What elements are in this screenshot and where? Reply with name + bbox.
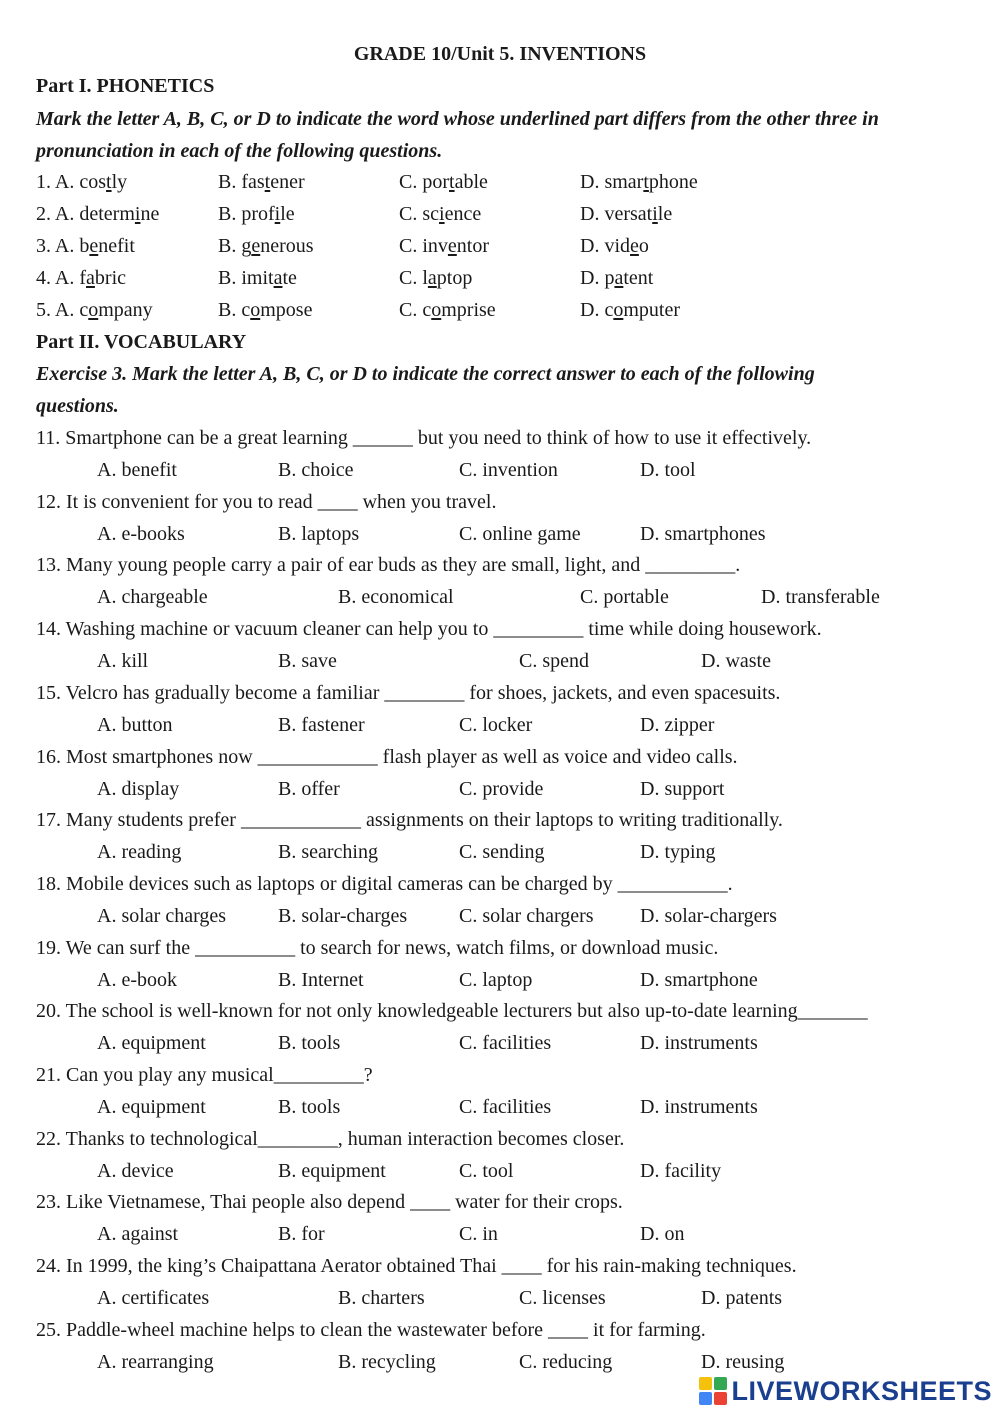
answer-option[interactable]: D. patents xyxy=(701,1287,783,1310)
question-number: 1. xyxy=(36,171,55,193)
answer-option[interactable]: C. solar chargers xyxy=(459,904,594,927)
answer-option[interactable]: A. kill xyxy=(97,650,149,673)
option-letter: D. xyxy=(580,235,605,257)
phonetics-option[interactable] xyxy=(218,234,314,258)
phonetics-option[interactable] xyxy=(36,234,135,258)
answer-option[interactable]: B. searching xyxy=(278,841,378,864)
question-stem: 19. We can surf the __________ to search for news, watch films, or download music. xyxy=(36,936,719,959)
underlined-letter: o xyxy=(250,299,261,321)
answer-option[interactable]: D. on xyxy=(640,1223,685,1246)
word-end: mpany xyxy=(98,299,153,321)
question-stem: 23. Like Vietnamese, Thai people also depend ____ water for their crops. xyxy=(36,1191,623,1214)
phonetics-option[interactable] xyxy=(36,266,126,290)
word-start: inv xyxy=(422,235,448,257)
answer-option[interactable]: C. tool xyxy=(459,1159,514,1182)
word-end: ntor xyxy=(456,235,490,257)
word-end: mpose xyxy=(260,299,313,321)
question-number: 5. xyxy=(36,299,55,321)
part2-heading: Part II. VOCABULARY xyxy=(36,331,247,353)
option-letter: D. xyxy=(580,299,605,321)
underlined-letter: i xyxy=(652,203,658,225)
word-end: tent xyxy=(623,267,654,289)
answer-option[interactable]: D. smartphones xyxy=(640,522,766,545)
word-end: le xyxy=(280,203,295,225)
answer-option[interactable]: C. licenses xyxy=(519,1287,606,1310)
underlined-letter: t xyxy=(449,171,455,193)
answer-option[interactable]: C. spend xyxy=(519,650,589,673)
liveworksheets-logo-icon xyxy=(698,1376,728,1406)
phonetics-option[interactable] xyxy=(399,266,472,290)
question-stem: 24. In 1999, the king’s Chaipattana Aerator obtained Thai ____ for his rain-making techniques. xyxy=(36,1255,797,1278)
answer-option[interactable]: D. transferable xyxy=(761,586,880,609)
underlined-letter: o xyxy=(88,299,99,321)
question-stem: 25. Paddle-wheel machine helps to clean the wastewater before ____ it for farming. xyxy=(36,1318,706,1341)
word-start: fas xyxy=(241,171,265,193)
option-letter: A. xyxy=(54,203,80,225)
part2-instruction-cont: questions. xyxy=(36,395,119,417)
option-letter: C. xyxy=(399,299,423,321)
word-start: por xyxy=(422,171,450,193)
underlined-letter: a xyxy=(427,267,437,289)
question-stem: 18. Mobile devices such as laptops or digital cameras can be charged by ___________. xyxy=(36,872,733,895)
question-stem: 17. Many students prefer ____________ assignments on their laptops to writing traditionally. xyxy=(36,809,783,832)
answer-option[interactable]: A. display xyxy=(97,777,180,800)
part1-instruction: Mark the letter A, B, C, or D to indicate the word whose underlined part differs from the other three in xyxy=(36,108,879,130)
answer-option[interactable]: B. equipment xyxy=(278,1159,386,1182)
phonetics-option[interactable] xyxy=(399,234,489,258)
part1-instruction-cont: pronunciation in each of the following questions. xyxy=(36,140,443,162)
underlined-letter: t xyxy=(264,171,271,193)
underlined-letter: i xyxy=(439,203,445,225)
underlined-letter: t xyxy=(643,171,649,193)
answer-option[interactable]: D. instruments xyxy=(640,1032,758,1055)
word-end: phone xyxy=(648,171,698,193)
underlined-letter: i xyxy=(274,203,281,225)
answer-option[interactable]: A. benefit xyxy=(97,459,177,481)
question-stem: 16. Most smartphones now ____________ flash player as well as voice and video calls. xyxy=(36,745,738,768)
part1-heading: Part I. PHONETICS xyxy=(36,75,215,97)
answer-option[interactable]: B. save xyxy=(278,650,337,673)
option-letter: C. xyxy=(399,203,423,225)
answer-option[interactable]: C. provide xyxy=(459,777,544,800)
answer-option[interactable]: B. tools xyxy=(278,1032,341,1055)
option-letter: D. xyxy=(580,171,605,193)
answer-option[interactable]: A. button xyxy=(97,713,173,736)
answer-option[interactable]: B. offer xyxy=(278,777,340,800)
word-start: p xyxy=(604,267,615,289)
answer-option[interactable]: D. facility xyxy=(640,1159,722,1182)
answer-option[interactable]: B. for xyxy=(278,1223,325,1246)
answer-option[interactable]: D. typing xyxy=(640,841,716,864)
word-start: imit xyxy=(241,267,274,289)
word-start: f xyxy=(79,267,87,289)
option-letter: B. xyxy=(218,171,242,193)
phonetics-option[interactable] xyxy=(399,170,488,194)
option-letter: D. xyxy=(580,267,605,289)
word-end: ptop xyxy=(436,267,473,289)
page-title: GRADE 10/Unit 5. INVENTIONS xyxy=(353,43,647,65)
option-letter: B. xyxy=(218,235,242,257)
word-start: determ xyxy=(79,203,135,225)
answer-option[interactable]: A. e-book xyxy=(97,968,177,991)
underlined-letter: e xyxy=(251,235,261,257)
word-end: nerous xyxy=(260,235,314,257)
word-start: cos xyxy=(79,171,107,193)
option-letter: C. xyxy=(399,267,423,289)
option-letter: A. xyxy=(54,235,80,257)
watermark-text: LIVEWORKSHEETS xyxy=(731,1375,992,1406)
underlined-letter: e xyxy=(630,235,639,257)
question-number: 4. xyxy=(36,267,55,289)
option-letter: A. xyxy=(54,299,80,321)
word-start: prof xyxy=(241,203,275,225)
word-start: l xyxy=(422,267,428,289)
question-stem: 21. Can you play any musical_________? xyxy=(36,1064,373,1086)
word-start: sc xyxy=(422,203,440,225)
part2-instruction: Exercise 3. Mark the letter A, B, C, or D to indicate the correct answer to each of the following xyxy=(36,363,815,385)
answer-option[interactable]: A. rearranging xyxy=(97,1350,214,1373)
answer-option[interactable]: C. online game xyxy=(459,522,581,545)
phonetics-option[interactable] xyxy=(36,170,127,194)
answer-option[interactable]: B. fastener xyxy=(278,713,365,736)
phonetics-option[interactable] xyxy=(580,266,653,290)
underlined-letter: a xyxy=(273,267,283,289)
question-stem: 12. It is convenient for you to read ____ when you travel. xyxy=(36,490,497,513)
word-end: ence xyxy=(444,203,482,225)
answer-option[interactable]: A. device xyxy=(97,1159,174,1182)
answer-option[interactable]: C. laptop xyxy=(459,968,533,991)
word-end: bric xyxy=(94,267,127,289)
option-letter: C. xyxy=(399,235,423,257)
underlined-letter: o xyxy=(613,299,624,321)
answer-option[interactable]: A. chargeable xyxy=(97,586,208,609)
phonetics-option[interactable] xyxy=(218,266,297,290)
answer-option[interactable]: A. equipment xyxy=(97,1032,206,1055)
answer-option[interactable]: B. tools xyxy=(278,1096,341,1118)
answer-option[interactable]: C. locker xyxy=(459,713,533,736)
answer-option[interactable]: C. facilities xyxy=(459,1032,552,1055)
word-end: mprise xyxy=(441,299,496,321)
answer-option[interactable]: B. economical xyxy=(338,586,454,609)
word-start: c xyxy=(604,299,614,321)
word-end: able xyxy=(454,171,488,193)
answer-option[interactable]: B. Internet xyxy=(278,968,364,991)
word-end: nefit xyxy=(98,235,135,257)
underlined-letter: t xyxy=(106,171,112,193)
phonetics-option[interactable] xyxy=(218,170,305,194)
phonetics-option[interactable] xyxy=(580,170,698,194)
underlined-letter: o xyxy=(431,299,442,321)
underlined-letter: i xyxy=(134,203,141,225)
answer-option[interactable]: B. recycling xyxy=(338,1350,436,1373)
option-letter: B. xyxy=(218,267,242,289)
liveworksheets-watermark xyxy=(698,1375,992,1407)
answer-option[interactable]: A. e-books xyxy=(97,522,185,545)
answer-option[interactable]: A. certificates xyxy=(97,1287,210,1310)
question-number: 2. xyxy=(36,203,55,225)
phonetics-option[interactable] xyxy=(218,202,295,226)
question-stem: 20. The school is well-known for not only knowledgeable lecturers but also up-to-date learning_______ xyxy=(36,1000,868,1023)
phonetics-option[interactable] xyxy=(36,202,159,226)
answer-option[interactable]: D. tool xyxy=(640,459,696,481)
word-end: le xyxy=(657,203,673,225)
word-start: vid xyxy=(604,235,631,257)
question-stem: 22. Thanks to technological________, human interaction becomes closer. xyxy=(36,1127,625,1150)
question-stem: 13. Many young people carry a pair of ear buds as they are small, light, and _________. xyxy=(36,554,741,577)
word-end: mputer xyxy=(623,299,680,321)
underlined-letter: e xyxy=(89,235,99,257)
phonetics-option[interactable] xyxy=(580,234,649,258)
answer-option[interactable]: B. charters xyxy=(338,1287,425,1310)
answer-option[interactable]: C. in xyxy=(459,1223,498,1246)
phonetics-option[interactable] xyxy=(580,202,672,226)
phonetics-option[interactable] xyxy=(36,298,153,322)
answer-option[interactable]: D. zipper xyxy=(640,713,715,736)
word-start: c xyxy=(422,299,432,321)
answer-option[interactable]: C. reducing xyxy=(519,1350,613,1373)
answer-option[interactable]: D. waste xyxy=(701,650,771,673)
answer-option[interactable]: A. solar charges xyxy=(97,904,227,927)
answer-option[interactable]: D. smartphone xyxy=(640,968,758,991)
answer-option[interactable]: C. invention xyxy=(459,459,558,481)
answer-option[interactable]: C. portable xyxy=(580,586,669,609)
option-letter: C. xyxy=(399,171,423,193)
answer-option[interactable]: D. support xyxy=(640,777,725,800)
underlined-letter: a xyxy=(86,267,95,289)
phonetics-option[interactable] xyxy=(399,298,496,322)
word-start: c xyxy=(241,299,251,321)
option-letter: A. xyxy=(54,267,80,289)
answer-option[interactable]: B. laptops xyxy=(278,522,360,545)
word-end: o xyxy=(638,235,649,257)
question-stem: 11. Smartphone can be a great learning ______ but you need to think of how to use it effectively. xyxy=(36,427,812,449)
answer-option[interactable]: A. against xyxy=(97,1223,179,1246)
word-end: ne xyxy=(140,203,160,225)
underlined-letter: e xyxy=(447,235,457,257)
word-end: te xyxy=(282,267,297,289)
answer-option[interactable]: C. facilities xyxy=(459,1096,552,1118)
word-end: ener xyxy=(270,171,305,193)
word-start: g xyxy=(241,235,252,257)
phonetics-option[interactable] xyxy=(399,202,481,226)
phonetics-option[interactable] xyxy=(580,298,680,322)
word-start: smar xyxy=(604,171,644,193)
word-end: ly xyxy=(111,171,128,193)
answer-option[interactable]: C. sending xyxy=(459,841,545,864)
option-letter: A. xyxy=(54,171,80,193)
question-stem: 15. Velcro has gradually become a familiar ________ for shoes, jackets, and even spacesuits. xyxy=(36,681,781,704)
phonetics-option[interactable] xyxy=(218,298,312,322)
answer-option[interactable]: D. solar-chargers xyxy=(640,904,777,927)
question-stem: 14. Washing machine or vacuum cleaner can help you to _________ time while doing housework. xyxy=(36,618,822,641)
option-letter: B. xyxy=(218,203,242,225)
answer-option[interactable]: D. reusing xyxy=(701,1350,785,1373)
word-start: b xyxy=(79,235,90,257)
answer-option[interactable]: A. equipment xyxy=(97,1096,206,1118)
answer-option[interactable]: A. reading xyxy=(97,841,182,864)
option-letter: B. xyxy=(218,299,242,321)
word-start: c xyxy=(79,299,89,321)
underlined-letter: a xyxy=(614,267,624,289)
word-start: versat xyxy=(604,203,653,225)
answer-option[interactable]: D. instruments xyxy=(640,1096,758,1118)
question-number: 3. xyxy=(36,235,55,257)
answer-option[interactable]: B. solar-charges xyxy=(278,904,408,927)
answer-option[interactable]: B. choice xyxy=(278,459,354,481)
option-letter: D. xyxy=(580,203,605,225)
